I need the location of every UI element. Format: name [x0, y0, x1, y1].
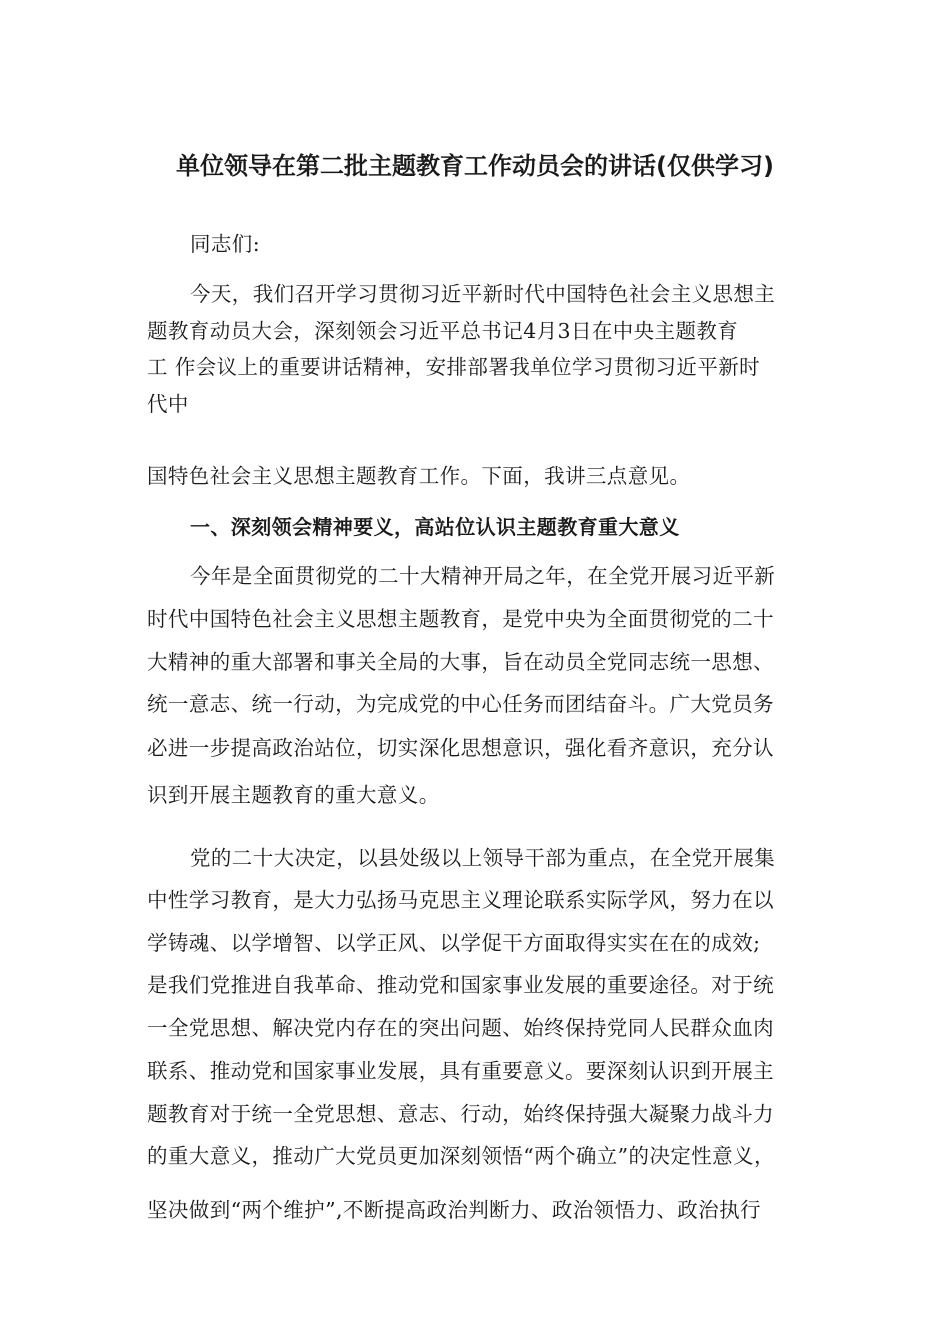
- paragraph-line: 的重大意义，推动广大党员更加深刻领悟“两个确立”的决定性意义，: [147, 1144, 775, 1168]
- paragraph-line: 国特色社会主义思想主题教育工作。下面，我讲三点意见。: [147, 464, 691, 488]
- paragraph-line: 今天，我们召开学习贯彻习近平新时代中国特色社会主义思想主: [190, 282, 776, 306]
- paragraph-line: 题教育动员大会，深刻领会习近平总书记4月3日在中央主题教育: [147, 319, 739, 343]
- paragraph-line: 必进一步提高政治站位，切实深化思想意识，强化看齐意识，充分认: [147, 736, 774, 760]
- paragraph-line: 联系、推动党和国家事业发展，具有重要意义。要深刻认识到开展主: [147, 1059, 774, 1083]
- paragraph-line: 今年是全面贯彻党的二十大精神开局之年，在全党开展习近平新: [190, 564, 776, 588]
- salutation: 同志们:: [190, 232, 261, 256]
- paragraph-line: 党的二十大决定，以县处级以上领导干部为重点，在全党开展集: [190, 846, 776, 870]
- paragraph-line: 是我们党推进自我革命、推动党和国家事业发展的重要途径。对于统: [147, 973, 774, 997]
- paragraph-line: 中性学习教育，是大力弘扬马克思主义理论联系实际学风，努力在以: [147, 888, 774, 912]
- paragraph-line: 工 作会议上的重要讲话精神，安排部署我单位学习贯彻习近平新时: [147, 355, 761, 379]
- paragraph-line: 一全党思想、解决党内存在的突出问题、始终保持党同人民群众血肉: [147, 1016, 774, 1040]
- document-title: 单位领导在第二批主题教育工作动员会的讲话(仅供学习): [176, 152, 774, 180]
- paragraph-line: 代中: [147, 392, 189, 416]
- paragraph-line: 坚决做到“两个维护”,不断提高政治判断力、政治领悟力、政治执行: [147, 1198, 761, 1222]
- paragraph-line: 统一意志、统一行动，为完成党的中心任务而团结奋斗。广大党员务: [147, 692, 774, 716]
- paragraph-line: 时代中国特色社会主义思想主题教育，是党中央为全面贯彻党的二十: [147, 607, 774, 631]
- section-heading: 一、深刻领会精神要义，高站位认识主题教育重大意义: [190, 515, 680, 539]
- paragraph-line: 学铸魂、以学增智、以学正风、以学促干方面取得实实在在的成效;: [147, 931, 761, 955]
- paragraph-line: 大精神的重大部署和事关全局的大事，旨在动员全党同志统一思想、: [147, 650, 774, 674]
- paragraph-line: 题教育对于统一全党思想、意志、行动，始终保持强大凝聚力战斗力: [147, 1102, 774, 1126]
- paragraph-line: 识到开展主题教育的重大意义。: [147, 783, 440, 807]
